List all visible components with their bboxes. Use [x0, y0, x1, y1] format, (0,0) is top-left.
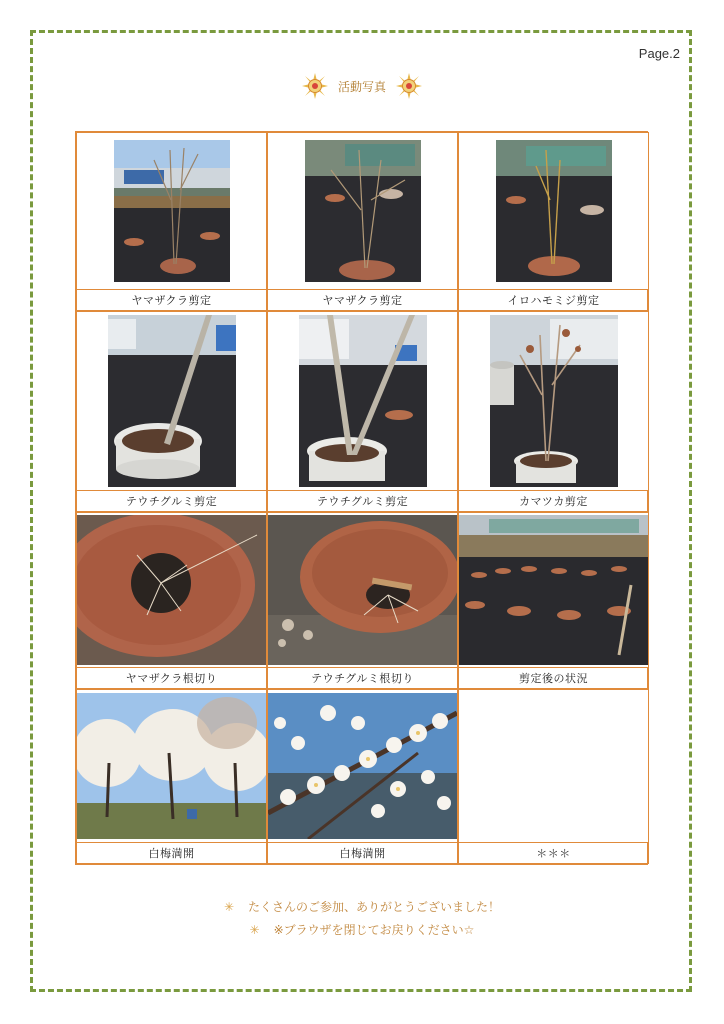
root-cutting-photo [268, 515, 457, 665]
page-number: Page.2 [638, 46, 680, 61]
photo-caption: テウチグルミ根切り [268, 667, 457, 688]
photo-cell [267, 512, 458, 689]
photo-caption: ヤマザクラ剪定 [77, 289, 266, 310]
sapling-in-pot-photo [114, 140, 230, 282]
sapling-in-white-pot-photo [490, 315, 618, 487]
sapling-in-pot-photo [305, 140, 421, 282]
section-title-text: 活動写真 [337, 79, 386, 94]
thank-you-text: たくさんのご参加、ありがとうございました！ [248, 900, 501, 914]
photo-caption: ヤマザクラ剪定 [268, 289, 457, 310]
photo-cell [458, 512, 649, 689]
photo-grid [75, 131, 648, 865]
sapling-in-pot-photo [496, 140, 612, 282]
close-browser-note [0, 921, 724, 938]
photo-caption: 白梅満開 [268, 842, 457, 863]
photo-cell [267, 689, 458, 864]
sun-icon [302, 73, 328, 99]
photo-caption: テウチグルミ剪定 [77, 490, 266, 511]
photo-cell [76, 132, 267, 311]
photo-cell [458, 132, 649, 311]
photo-caption: 剪定後の状況 [459, 667, 648, 688]
photo-cell [76, 311, 267, 512]
photo-cell [76, 689, 267, 864]
sparkle-icon: ✳ [223, 900, 235, 914]
nursery-overview-photo [459, 515, 648, 665]
photo-caption: カマツカ剪定 [459, 490, 648, 511]
sparkle-icon: ✳ [249, 923, 260, 937]
sun-icon [396, 73, 422, 99]
photo-cell [458, 311, 649, 512]
tree-trunk-in-white-pot-photo [299, 315, 427, 487]
close-browser-text: ※ブラウザを閉じてお戻りください☆ [273, 923, 475, 937]
photo-caption: イロハモミジ剪定 [459, 289, 648, 310]
photo-cell [267, 132, 458, 311]
section-title [0, 70, 724, 102]
photo-caption: ヤマザクラ根切り [77, 667, 266, 688]
photo-caption: テウチグルミ剪定 [268, 490, 457, 511]
photo-cell [76, 512, 267, 689]
plum-blossom-closeup-photo [268, 693, 457, 839]
photo-cell [267, 311, 458, 512]
thank-you-message [0, 898, 724, 915]
tree-trunk-in-white-pot-photo [108, 315, 236, 487]
root-cutting-photo [77, 515, 266, 665]
empty-cell [458, 689, 649, 864]
photo-caption: ＊＊＊ [459, 842, 648, 863]
plum-trees-photo [77, 693, 266, 839]
photo-caption: 白梅満開 [77, 842, 266, 863]
